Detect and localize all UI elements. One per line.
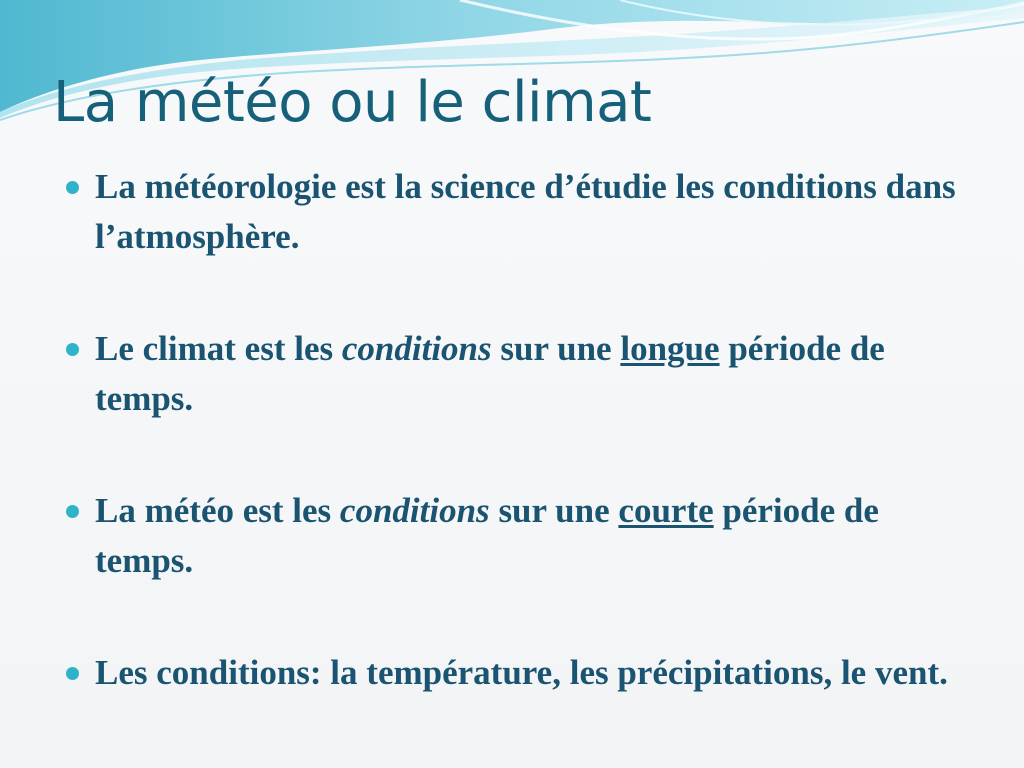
bullet-text-underline: courte [618, 491, 714, 530]
bullet-dot-icon [66, 667, 79, 680]
bullet-text: Les conditions: la température, les précipitations, le vent. [95, 653, 948, 692]
bullet-text-middle: sur une [489, 491, 619, 530]
bullet-text-suffix: période de temps. [95, 329, 885, 418]
bullet-item [66, 648, 966, 698]
bullet-text-prefix: Le climat est les [95, 329, 342, 368]
bullet-dot-icon [66, 505, 79, 518]
bullet-list [66, 162, 966, 698]
bullet-text-italic: conditions [341, 329, 492, 368]
bullet-item [66, 324, 966, 424]
bullet-dot-icon [66, 181, 79, 194]
bullet-text: La météorologie est la science d’étudie les conditions dans l’atmosphère. [95, 167, 956, 256]
bullet-text-underline: longue [620, 329, 720, 368]
bullet-text-suffix: période de temps. [95, 491, 879, 580]
bullet-text-prefix: La météo est les [95, 491, 340, 530]
slide-title: La météo ou le climat [53, 70, 652, 135]
bullet-text-italic: conditions [339, 491, 490, 530]
bullet-item [66, 486, 966, 586]
bullet-text-middle: sur une [491, 329, 621, 368]
bullet-item [66, 162, 966, 262]
bullet-dot-icon [66, 343, 79, 356]
